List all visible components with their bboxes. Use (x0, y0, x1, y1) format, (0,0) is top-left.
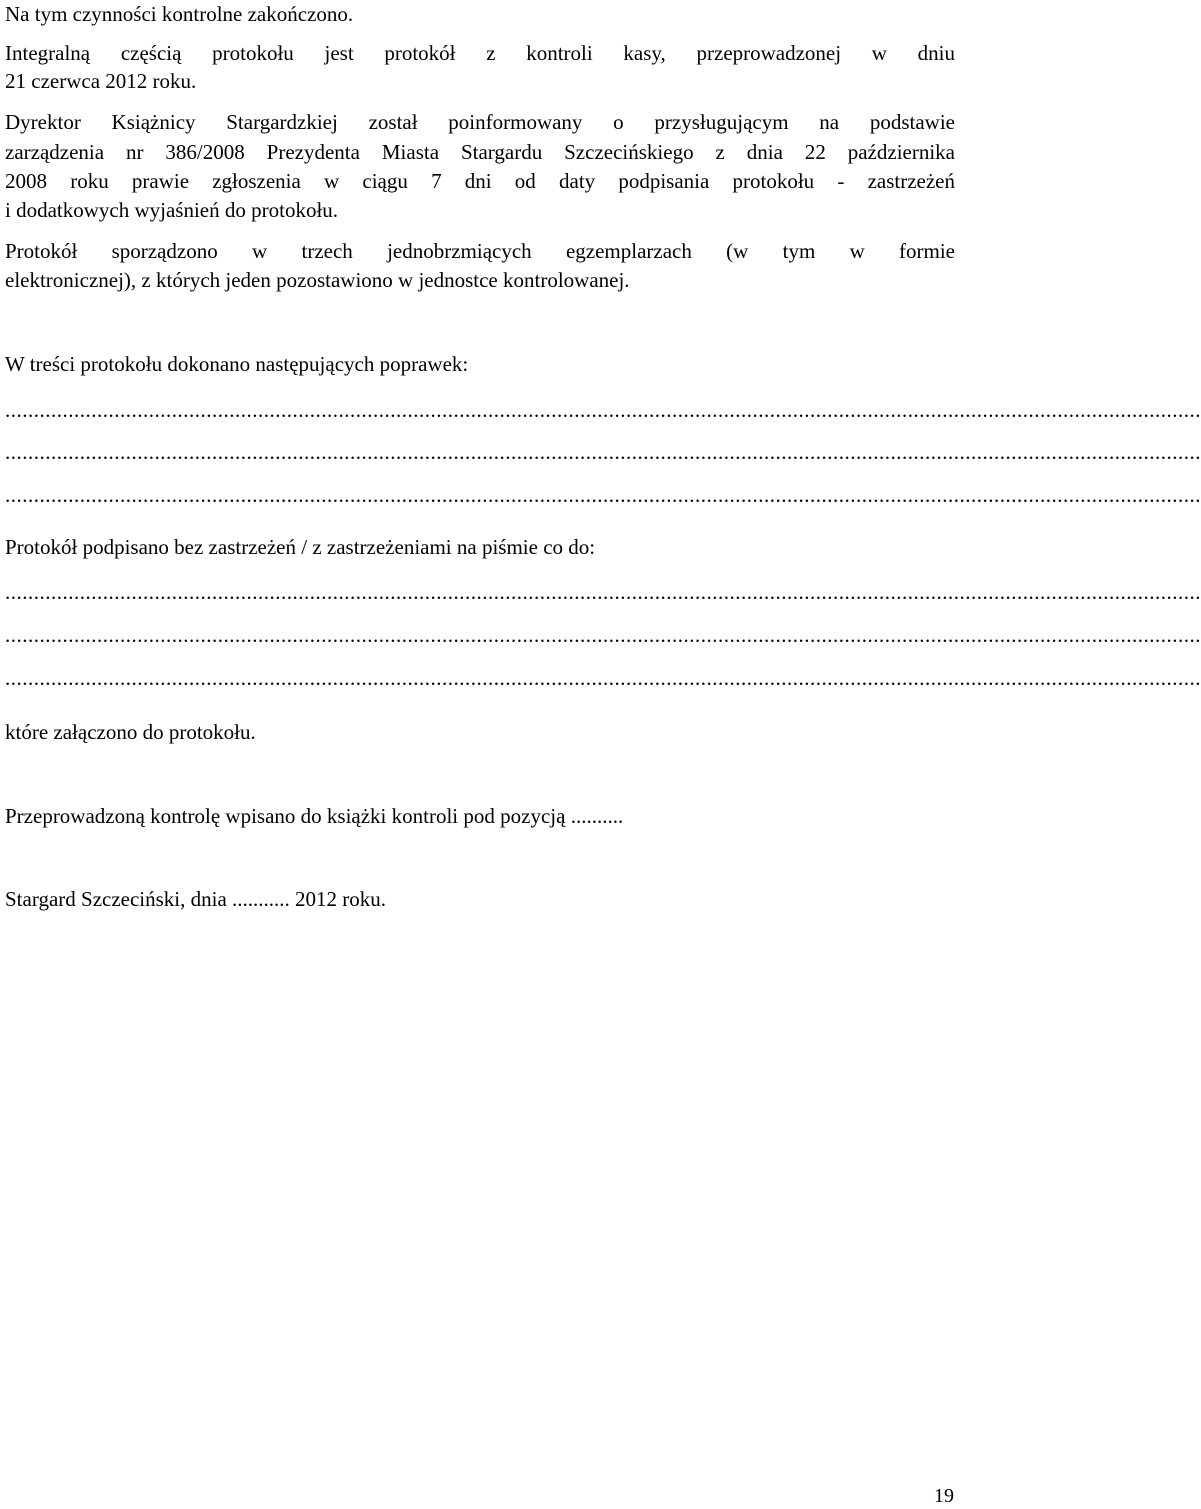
paragraph-integral-line-2: 21 czerwca 2012 roku. (5, 69, 197, 93)
attached-statement: które załączono do protokołu. (5, 720, 256, 744)
signed-dotted-line-1: ................................................................................................................................................................................................................ (5, 580, 1201, 604)
paragraph-conclusion: Na tym czynności kontrolne zakończono. (5, 2, 354, 26)
signed-dotted-line-3: ................................................................................................................................................................................................................ (5, 666, 1201, 690)
corrections-dotted-line-1: ................................................................................................................................................................................................................ (5, 398, 1201, 422)
paragraph-director-line-2: zarządzenia nr 386/2008 Prezydenta Miasta Stargardu Szczecińskiego z dnia 22 października (5, 140, 955, 164)
paragraph-copies-line-2: elektronicznej), z których jeden pozostawiono w jednostce kontrolowanej. (5, 268, 630, 292)
signed-dotted-line-2: ................................................................................................................................................................................................................ (5, 623, 1201, 647)
corrections-dotted-line-3: ................................................................................................................................................................................................................ (5, 483, 1201, 507)
paragraph-copies-line-1: Protokół sporządzono w trzech jednobrzmiących egzemplarzach (w tym w formie (5, 239, 955, 263)
paragraph-director-line-3: 2008 roku prawie zgłoszenia w ciągu 7 dni od daty podpisania protokołu - zastrzeżeń (5, 169, 955, 193)
paragraph-integral-line-1: Integralną częścią protokołu jest protokół z kontroli kasy, przeprowadzonej w dniu (5, 41, 955, 65)
signed-heading: Protokół podpisano bez zastrzeżeń / z zastrzeżeniami na piśmie co do: (5, 535, 596, 559)
paragraph-director-line-4: i dodatkowych wyjaśnień do protokołu. (5, 198, 339, 222)
place-and-date: Stargard Szczeciński, dnia ........... 2012 roku. (5, 887, 387, 911)
paragraph-director-line-1: Dyrektor Książnicy Stargardzkiej został poinformowany o przysługującym na podstawie (5, 110, 955, 134)
book-entry-statement: Przeprowadzoną kontrolę wpisano do książki kontroli pod pozycją .......... (5, 804, 624, 828)
corrections-heading: W treści protokołu dokonano następujących poprawek: (5, 352, 469, 376)
corrections-dotted-line-2: ................................................................................................................................................................................................................ (5, 440, 1201, 464)
page-number: 19 (934, 1485, 954, 1507)
